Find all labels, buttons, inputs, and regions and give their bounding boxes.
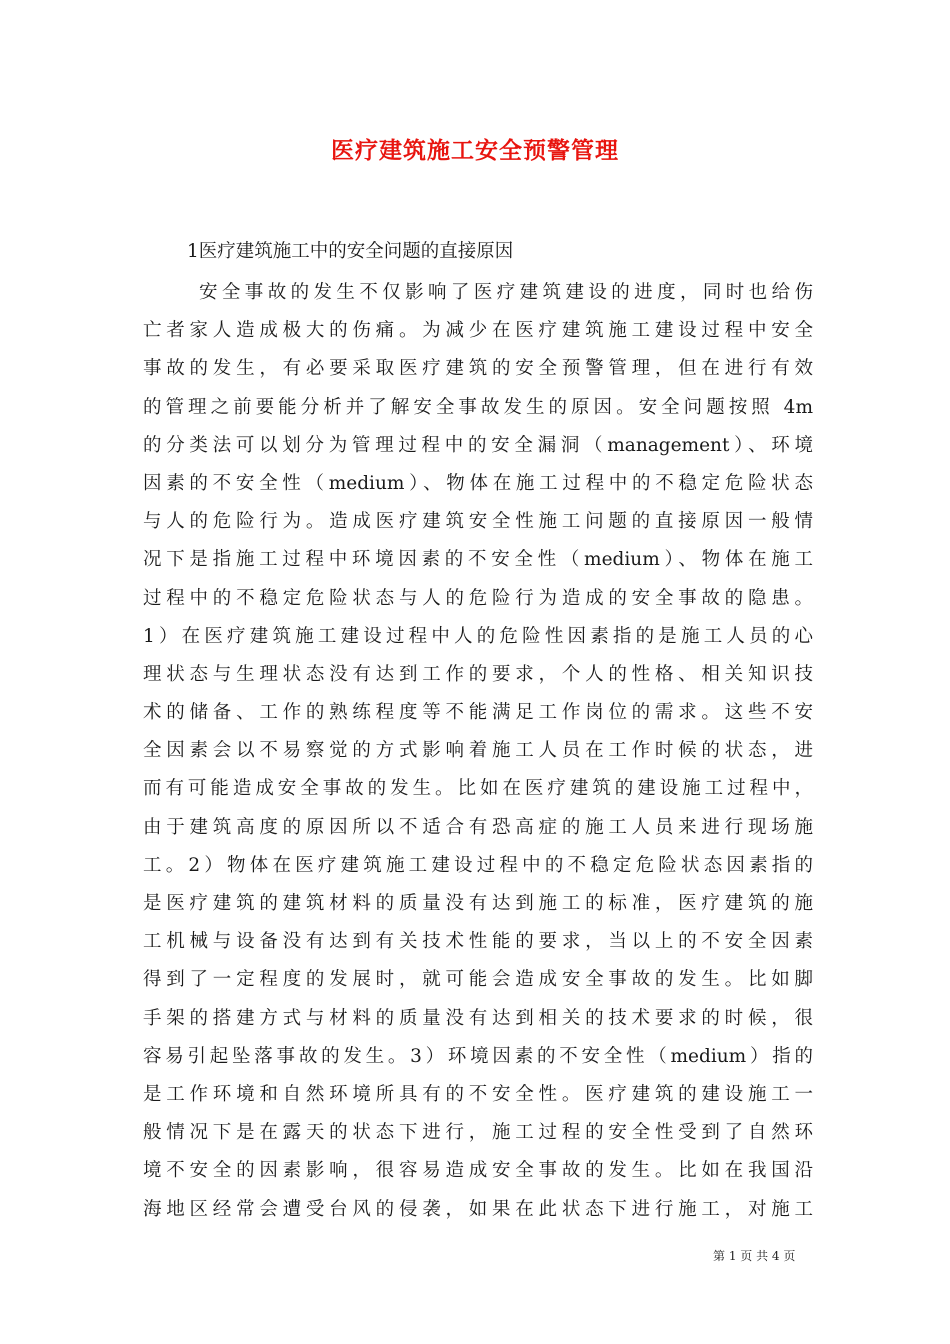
body-line: 手架的搭建方式与材料的质量没有达到相关的技术要求的时候，很 bbox=[143, 1007, 813, 1029]
body-line: 境不安全的因素影响，很容易造成安全事故的发生。比如在我国沿 bbox=[143, 1160, 813, 1182]
body-line: 容易引起坠落事故的发生。3）环境因素的不安全性（medium）指的 bbox=[143, 1045, 813, 1067]
body-line: 况下是指施工过程中环境因素的不安全性（medium）、物体在施工 bbox=[143, 549, 813, 571]
body-line: 工。2）物体在医疗建筑施工建设过程中的不稳定危险状态因素指的 bbox=[143, 854, 813, 876]
body-line: 的管理之前要能分析并了解安全事故发生的原因。安全问题按照 4m bbox=[143, 396, 813, 418]
body-line: 是医疗建筑的建筑材料的质量没有达到施工的标准，医疗建筑的施 bbox=[143, 893, 813, 914]
page-footer: 第 1 页 共 4 页 bbox=[713, 1249, 796, 1263]
body-line: 与人的危险行为。造成医疗建筑安全性施工问题的直接原因一般情 bbox=[143, 511, 813, 533]
body-line: 而有可能造成安全事故的发生。比如在医疗建筑的建设施工过程中， bbox=[143, 778, 813, 800]
body-line: 安全事故的发生不仅影响了医疗建筑建设的进度，同时也给伤 bbox=[199, 282, 813, 303]
body-line: 由于建筑高度的原因所以不适合有恐高症的施工人员来进行现场施 bbox=[143, 816, 813, 838]
body-line: 过程中的不稳定危险状态与人的危险行为造成的安全事故的隐患。 bbox=[143, 587, 813, 609]
body-line: 得到了一定程度的发展时，就可能会造成安全事故的发生。比如脚 bbox=[143, 969, 813, 991]
body-line: 的分类法可以划分为管理过程中的安全漏洞（management）、环境 bbox=[143, 434, 813, 456]
body-line: 亡者家人造成极大的伤痛。为减少在医疗建筑施工建设过程中安全 bbox=[143, 320, 813, 342]
body-line: 理状态与生理状态没有达到工作的要求，个人的性格、相关知识技 bbox=[143, 663, 813, 685]
body-line: 般情况下是在露天的状态下进行，施工过程的安全性受到了自然环 bbox=[143, 1122, 813, 1144]
body-line: 海地区经常会遭受台风的侵袭，如果在此状态下进行施工，对施工 bbox=[143, 1198, 813, 1220]
body-line: 是工作环境和自然环境所具有的不安全性。医疗建筑的建设施工一 bbox=[143, 1083, 813, 1105]
body-line: 事故的发生，有必要采取医疗建筑的安全预警管理，但在进行有效 bbox=[143, 358, 813, 380]
body-line: 1）在医疗建筑施工建设过程中人的危险性因素指的是施工人员的心 bbox=[143, 625, 813, 647]
page-title: 医疗建筑施工安全预警管理 bbox=[331, 137, 619, 164]
body-text bbox=[143, 279, 813, 1234]
body-line: 全因素会以不易察觉的方式影响着施工人员在工作时候的状态，进 bbox=[143, 740, 813, 762]
body-line: 因素的不安全性（medium）、物体在施工过程中的不稳定危险状态 bbox=[143, 472, 813, 494]
section-heading: 1医疗建筑施工中的安全问题的直接原因 bbox=[187, 241, 514, 262]
body-line: 术的储备、工作的熟练程度等不能满足工作岗位的需求。这些不安 bbox=[143, 702, 813, 724]
body-line: 工机械与设备没有达到有关技术性能的要求，当以上的不安全因素 bbox=[143, 931, 813, 953]
